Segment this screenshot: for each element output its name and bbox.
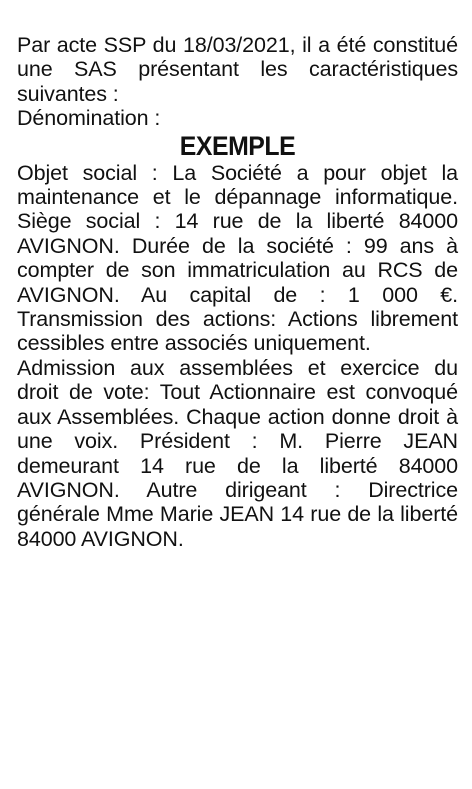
notice-paragraph-2: Admission aux assemblées et exercice du droit de vote: Tout Actionnaire est convoqué aux Assemblées. Chaque action donne droit à une voix. Président : M. Pierre JEAN demeurant 14 rue de la liberté 84000 AVIGNON. Autre dirigeant : Directrice générale Mme Marie JEAN 14 rue de la liberté 84000 AVIGNON. <box>17 355 458 551</box>
denomination-label: Dénomination : <box>17 106 161 131</box>
notice-intro: Par acte SSP du 18/03/2021, il a été constitué une SAS présentant les caractéristiques suivantes : <box>17 33 458 106</box>
legal-notice <box>17 33 458 551</box>
company-name: EXEMPLE <box>179 130 296 161</box>
notice-paragraph-1: Objet social : La Société a pour objet la maintenance et le dépannage informatique. Siège social : 14 rue de la liberté 84000 AVIGNON. Durée de la société : 99 ans à compter de son immatriculation au RCS de AVIGNON. Au capital de : 1 000 €. Transmission des actions: Actions librement cessibles entre associés uniquement. <box>17 160 458 356</box>
